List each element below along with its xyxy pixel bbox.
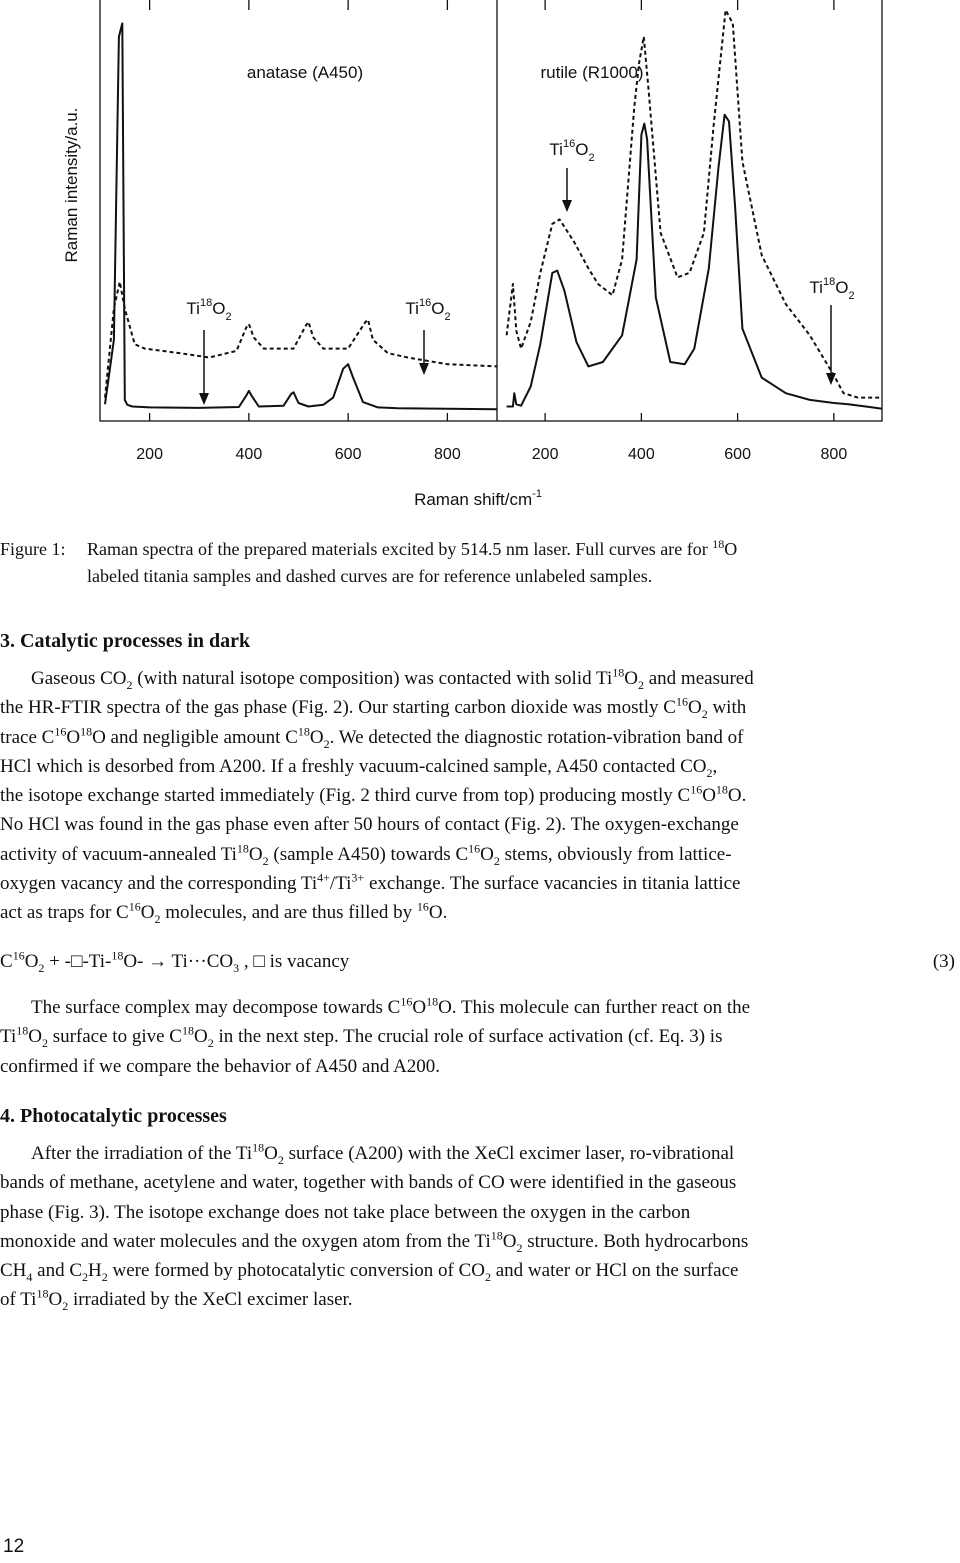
section-3-paragraph	[0, 664, 955, 928]
section-3-line: act as traps for $C^{16}O_2$ molecules, and are thus filled by $^{16}$O.	[0, 900, 448, 927]
superscript: 16	[416, 900, 429, 915]
subscript: 2	[126, 677, 133, 692]
peak-annotation	[809, 276, 854, 302]
x-axis-label	[414, 488, 542, 509]
annotation-superscript: 18	[822, 276, 836, 288]
superscript: 18	[426, 994, 439, 1009]
annotation-element: Ti	[549, 140, 563, 159]
panel-title: anatase (A450)	[246, 63, 364, 82]
raman-figure	[0, 0, 960, 520]
x-tick-label: 200	[136, 446, 163, 463]
annotation-element: O	[431, 299, 445, 318]
annotation-element: O	[212, 299, 226, 318]
subscript: 3	[233, 960, 240, 975]
section-4-paragraph	[0, 1139, 955, 1315]
section-4-heading: 4. Photocatalytic processes	[0, 1105, 227, 1127]
superscript: 18	[16, 1023, 29, 1038]
superscript: 18	[111, 948, 124, 963]
section-3-line: HCl which is desorbed from A200. If a freshly vacuum-calcined sample, A450 contacted $CO_2$,	[0, 755, 718, 780]
caption-line: Raman spectra of the prepared materials excited by 514.5 nm laser. Full curves are for $^{18}$O	[87, 537, 738, 559]
caption-label: Figure 1:	[0, 539, 66, 559]
annotation-subscript: 2	[444, 311, 451, 323]
section-4-line: $CH_4$ and $C_2H_2$ were formed by photocatalytic conversion of $CO_2$ and water or HCl on the surface	[0, 1260, 739, 1284]
subscript: 2	[262, 853, 269, 868]
equation-number: (3)	[932, 951, 955, 972]
subscript: 2	[62, 1299, 69, 1314]
superscript: 16	[675, 694, 688, 709]
arrow-head	[199, 393, 209, 405]
figure-caption	[0, 536, 955, 590]
plot-frame	[100, 0, 882, 421]
x-axis-label-superscript: -1	[532, 488, 542, 500]
superscript: 16	[690, 782, 703, 797]
y-axis-label: Raman intensity/a.u.	[62, 107, 81, 263]
x-tick-label: 600	[334, 446, 362, 463]
section-3-line: Gaseous $CO_2$ (with natural isotope composition) was contacted with solid $Ti^{18}O_2$ and measured	[31, 665, 754, 692]
arrow-head	[419, 363, 429, 375]
section-3-continuation-line: $Ti^{18}O_2$ surface to give $C^{18}O_2$ in the next step. The crucial role of surface activation (cf. Eq. 3) is	[0, 1023, 723, 1051]
section-4-line: After the irradiation of the $Ti^{18}O_2$ surface (A200) with the XeCl excimer laser, ro-vibrational	[31, 1140, 735, 1167]
superscript: 18	[712, 537, 725, 551]
peak-annotation	[186, 297, 231, 323]
section-4-line: phase (Fig. 3). The isotope exchange does not take place between the oxygen in the carbon	[0, 1201, 691, 1223]
annotation-subscript: 2	[588, 152, 595, 164]
subscript: 2	[277, 1152, 284, 1167]
caption-text	[87, 536, 955, 590]
panel-title: rutile (R1000)	[540, 63, 644, 82]
section-3-line: trace $C^{16}O^{18}O$ and negligible amount $C^{18}O_2$. We detected the diagnostic rotation-vibration band of	[0, 724, 744, 751]
superscript: 18	[36, 1287, 49, 1302]
subscript: 2	[154, 912, 161, 927]
subscript: 4	[26, 1269, 33, 1284]
x-axis-label-text: Raman shift/cm	[414, 490, 533, 509]
superscript: 16	[12, 948, 25, 963]
subscript: 2	[207, 1036, 214, 1051]
section-3-line: activity of vacuum-annealed $Ti^{18}O_2$ (sample A450) towards $C^{16}O_2$ stems, obviously from lattice-	[0, 841, 732, 868]
arrow-head	[562, 200, 572, 212]
section-3-heading: 3. Catalytic processes in dark	[0, 630, 251, 652]
peak-annotation	[405, 297, 450, 323]
superscript: 3+	[351, 870, 365, 885]
superscript: 18	[715, 782, 728, 797]
equation-body: $C^{16}O_2$ + -□-Ti-$^{18}$O- → $Ti\cdot\cdot\cdot CO_3$ , □ is vacancy	[0, 948, 350, 975]
superscript: 18	[181, 1023, 194, 1038]
x-tick-label: 400	[628, 446, 655, 463]
x-tick-label: 800	[820, 446, 848, 463]
subscript: 2	[41, 1036, 48, 1051]
section-3-continuation-line: confirmed if we compare the behavior of A450 and A200.	[0, 1055, 441, 1077]
figure-labels	[62, 63, 855, 509]
superscript: 16	[128, 900, 141, 915]
x-tick-label: 400	[235, 446, 263, 463]
section-4-line: of $Ti^{18}O_2$ irradiated by the XeCl excimer laser.	[0, 1287, 353, 1314]
annotation-element: Ti	[809, 278, 823, 297]
peak-annotation	[549, 138, 594, 164]
subscript: 2	[82, 1269, 89, 1284]
figure-axes	[100, 0, 882, 421]
section-3-line: the HR-FTIR spectra of the gas phase (Fig. 2). Our starting carbon dioxide was mostly $C^{16}O_2$ with	[0, 694, 747, 722]
x-tick-label: 200	[531, 446, 559, 463]
annotation-superscript: 16	[418, 297, 432, 309]
annotation-superscript: 18	[199, 297, 213, 309]
section-3-continuation-line: The surface complex may decompose towards $C^{16}O^{18}O$. This molecule can further react on the	[31, 994, 751, 1018]
annotation-superscript: 16	[562, 138, 576, 150]
subscript: 2	[323, 736, 330, 751]
subscript: 2	[101, 1269, 108, 1284]
superscript: 18	[252, 1140, 265, 1155]
annotation-subscript: 2	[225, 311, 232, 323]
figure-curves	[105, 10, 882, 409]
equation-3	[0, 947, 955, 976]
superscript: 18	[236, 841, 249, 856]
x-tick-label: 600	[724, 446, 751, 463]
section-4-line: bands of methane, acetylene and water, together with bands of CO were identified in the gaseous	[0, 1172, 737, 1194]
superscript: 18	[612, 665, 625, 680]
annotation-element: O	[835, 278, 849, 297]
section-3-continuation	[0, 993, 955, 1081]
subscript: 2	[38, 960, 45, 975]
superscript: 16	[400, 994, 413, 1009]
subscript: 2	[485, 1269, 491, 1284]
caption-line: labeled titania samples and dashed curves are for reference unlabeled samples.	[87, 566, 653, 586]
subscript: 2	[493, 853, 500, 868]
superscript: 16	[468, 841, 481, 856]
superscript: 18	[490, 1228, 503, 1243]
annotation-element: O	[575, 140, 589, 159]
annotation-element: Ti	[186, 299, 200, 318]
superscript: 18	[80, 724, 93, 739]
superscript: 4+	[317, 870, 330, 885]
page-number: 12	[3, 1536, 25, 1557]
section-3-line: oxygen vacancy and the corresponding $Ti^{4+}/Ti^{3+}$ exchange. The surface vacancies in titania lattice	[0, 870, 741, 895]
subscript: 2	[706, 765, 713, 780]
x-tick-label: 800	[434, 446, 461, 463]
section-3-line: the isotope exchange started immediately (Fig. 2 third curve from top) producing mostly $C^{16}O^{18}O$.	[0, 782, 747, 807]
subscript: 2	[637, 677, 644, 692]
superscript: 18	[297, 724, 310, 739]
annotation-subscript: 2	[848, 290, 855, 302]
subscript: 2	[701, 707, 708, 722]
annotation-element: Ti	[405, 299, 419, 318]
superscript: 16	[54, 724, 67, 739]
subscript: 2	[516, 1240, 523, 1255]
section-3-line: No HCl was found in the gas phase even after 50 hours of contact (Fig. 2). The oxygen-exchange	[0, 814, 739, 836]
section-4-line: monoxide and water molecules and the oxygen atom from the $Ti^{18}O_2$ structure. Both hydrocarbons	[0, 1228, 749, 1255]
